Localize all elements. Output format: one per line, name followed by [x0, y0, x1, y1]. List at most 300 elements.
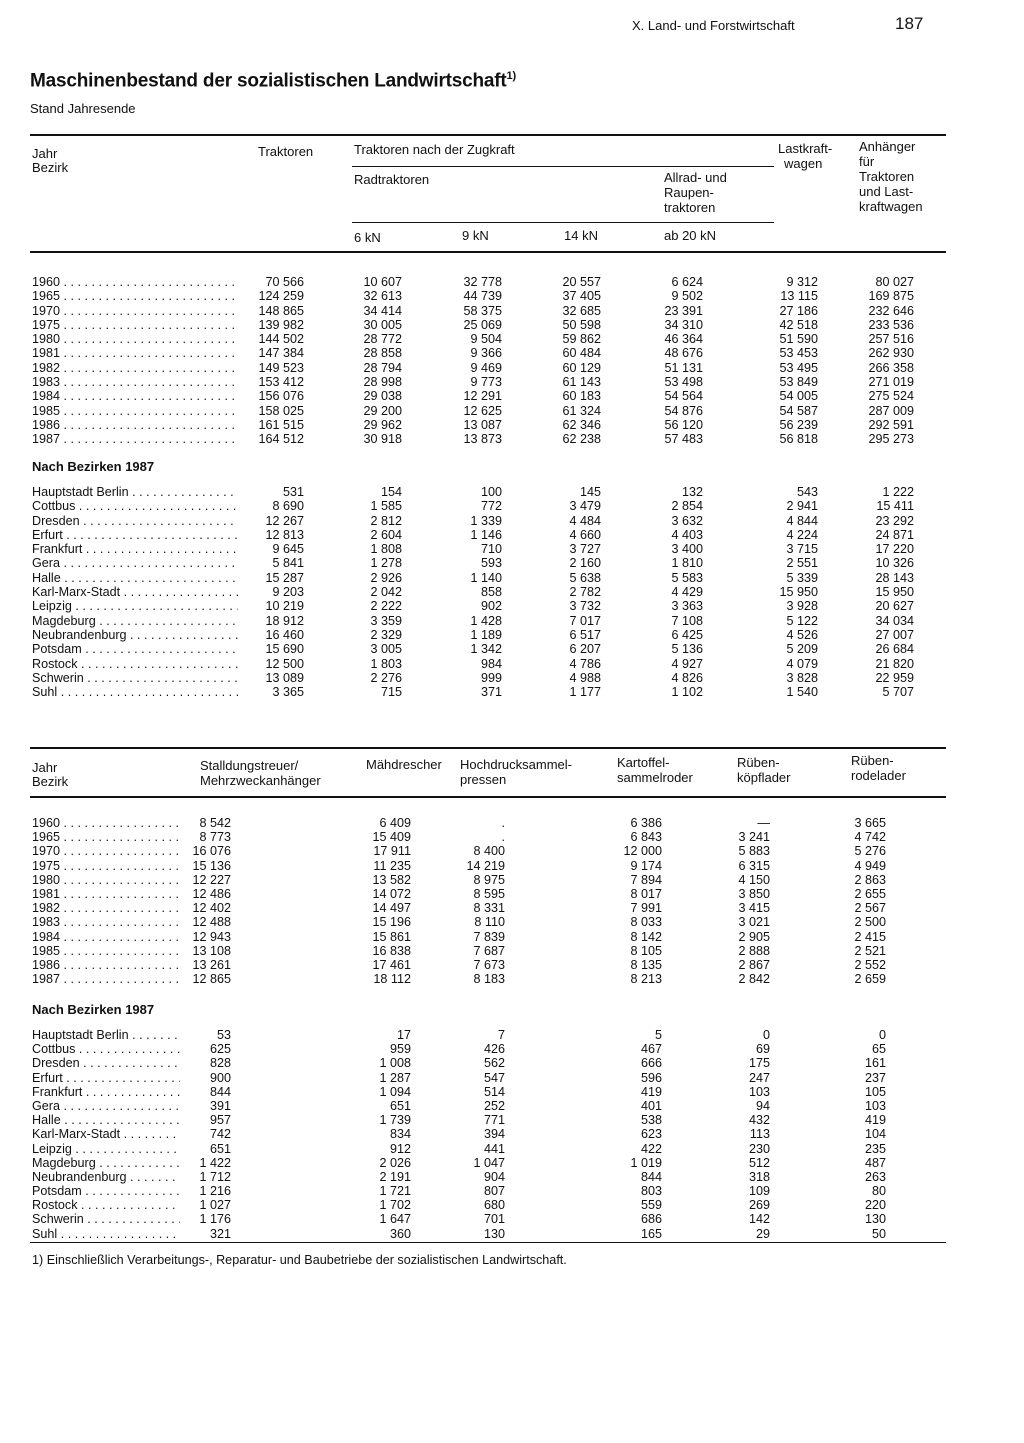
t1-head-anh1: Anhänger [859, 139, 916, 154]
t2-head-kart1: Kartoffel- [617, 755, 670, 770]
t1-bezirk-cell: 2 812 [370, 513, 402, 528]
t2-year-cell: 14 219 [466, 858, 505, 873]
table2-years [0, 816, 1024, 986]
t2-year-cell: 6 386 [630, 816, 662, 830]
t2-year-cell: 2 552 [854, 957, 886, 972]
t1-year-cell: 54 005 [779, 389, 818, 404]
t1-bezirk-row [0, 571, 1024, 585]
t1-year-cell: 139 982 [258, 317, 304, 332]
t1-year-row-label: 1985 . . . [32, 404, 238, 418]
t1-bezirk-cell: 4 429 [671, 585, 703, 600]
t2-bezirk-cell: 651 [209, 1141, 231, 1156]
t2-bezirk-cell: 1 422 [199, 1155, 231, 1170]
t1-bezirk-row [0, 657, 1024, 671]
t2-head-hoch1: Hochdrucksammel- [460, 757, 572, 772]
title-footnote-mark: 1) [506, 70, 516, 82]
t2-year-cell: 16 838 [372, 943, 411, 958]
t1-bezirk-cell: 5 841 [272, 556, 304, 571]
t1-year-cell: 10 607 [363, 275, 402, 289]
t1-bezirk-cell: 10 326 [875, 556, 914, 571]
t1-year-cell: 161 515 [258, 417, 304, 432]
t2-bezirk-row [0, 1071, 1024, 1085]
t2-bezirk-row-label: Gera . . . [32, 1099, 180, 1113]
t2-bezirk-cell: 252 [483, 1098, 505, 1113]
table1-years [0, 275, 1024, 447]
t1-year-cell: 59 862 [562, 332, 601, 347]
t1-bezirk-cell: 902 [480, 599, 502, 614]
t1-head-20kn: ab 20 kN [664, 228, 717, 243]
t1-year-cell: 56 818 [779, 432, 818, 447]
t1-year-cell: 70 566 [265, 275, 304, 289]
t2-year-cell: 7 991 [630, 901, 662, 916]
t1-year-cell: 60 484 [562, 346, 601, 361]
t1-bezirk-cell: 1 540 [786, 685, 818, 700]
t2-head-bezirk: Bezirk [32, 774, 69, 789]
t1-year-row [0, 389, 1024, 403]
t1-year-cell: 28 772 [363, 332, 402, 347]
t2-bezirk-row [0, 1170, 1024, 1184]
t2-head-rr1: Rüben- [851, 753, 894, 768]
t1-bezirk-row-label: Magdeburg . . . [32, 614, 238, 628]
t2-year-cell: 2 500 [854, 915, 886, 930]
t1-bezirk-cell: 858 [480, 585, 502, 600]
t1-year-cell: 164 512 [258, 432, 304, 447]
t1-bezirk-cell: 531 [282, 485, 304, 499]
t1-bezirk-cell: 4 079 [786, 656, 818, 671]
t2-year-row-label: 1986 . . . [32, 958, 180, 972]
t2-bezirk-cell: 1 721 [379, 1184, 411, 1199]
t1-year-cell: 46 364 [664, 332, 703, 347]
t1-year-cell: 275 524 [868, 389, 914, 404]
t2-bezirk-cell: 666 [640, 1056, 662, 1071]
t1-bezirk-cell: 1 278 [370, 556, 402, 571]
t1-year-cell: 29 038 [363, 389, 402, 404]
t1-year-cell: 257 516 [868, 332, 914, 347]
t2-bezirk-cell: 80 [871, 1184, 886, 1199]
t2-bezirk-cell: 235 [864, 1141, 886, 1156]
t1-year-cell: 51 590 [779, 332, 818, 347]
t1-bezirk-cell: 5 122 [786, 613, 818, 628]
t2-bezirk-cell: 512 [748, 1155, 770, 1170]
t2-bezirk-cell: 422 [640, 1141, 662, 1156]
t1-bezirk-row [0, 485, 1024, 499]
t1-bezirk-cell: 2 329 [370, 627, 402, 642]
t1-year-cell: 30 005 [363, 317, 402, 332]
t2-bezirk-row [0, 1227, 1024, 1241]
t1-bezirk-cell: 26 684 [875, 642, 914, 657]
t1-bezirk-cell: 12 500 [265, 656, 304, 671]
t2-year-row [0, 972, 1024, 986]
t1-bezirk-row [0, 514, 1024, 528]
t2-year-cell: 12 227 [192, 872, 231, 887]
t1-head-6kn: 6 kN [354, 230, 381, 245]
t1-bezirk-cell: 3 400 [671, 542, 703, 557]
t1-year-cell: 25 069 [463, 317, 502, 332]
t1-year-row [0, 361, 1024, 375]
t2-bezirk-row-label: Halle . . . [32, 1113, 180, 1127]
t2-year-cell: 12 000 [623, 844, 662, 859]
subtitle: Stand Jahresende [30, 101, 136, 116]
t1-year-cell: 148 865 [258, 303, 304, 318]
t2-year-cell: 2 655 [854, 886, 886, 901]
t1-bezirk-cell: 2 042 [370, 585, 402, 600]
t1-head-14kn: 14 kN [564, 228, 598, 243]
table1-bezirke [0, 485, 1024, 699]
t1-head-last1: Lastkraft- [778, 141, 833, 156]
t1-bezirk-cell: 710 [480, 542, 502, 557]
t1-bezirk-cell: 1 810 [671, 556, 703, 571]
t1-head-anh2: für [859, 154, 875, 169]
t1-bezirk-cell: 715 [380, 685, 402, 700]
t1-head-anh5: kraftwagen [859, 199, 923, 214]
t1-bezirk-cell: 27 007 [875, 627, 914, 642]
t2-bezirk-cell: 29 [755, 1226, 770, 1241]
t1-year-cell: 80 027 [875, 275, 914, 289]
t2-bezirk-cell: 230 [748, 1141, 770, 1156]
t2-year-row [0, 915, 1024, 929]
t1-bezirk-cell: 593 [480, 556, 502, 571]
t1-head-jahr: Jahr [32, 146, 58, 161]
t2-bezirk-cell: 623 [640, 1127, 662, 1142]
t1-bezirk-cell: 5 209 [786, 642, 818, 657]
t2-year-cell: 13 582 [372, 872, 411, 887]
t2-year-cell: 12 488 [192, 915, 231, 930]
t2-bezirk-row-label: Frankfurt . . . [32, 1085, 180, 1099]
t1-year-cell: 28 794 [363, 360, 402, 375]
t1-year-cell: 42 518 [779, 317, 818, 332]
t1-year-cell: 34 310 [664, 317, 703, 332]
t1-year-row-label: 1965 . . . [32, 289, 238, 303]
t2-bezirk-cell: 803 [640, 1184, 662, 1199]
t2-bezirk-cell: 1 739 [379, 1113, 411, 1128]
t2-bezirk-cell: 912 [389, 1141, 411, 1156]
t2-year-cell: 15 861 [372, 929, 411, 944]
t2-bezirk-row [0, 1099, 1024, 1113]
t2-year-cell: 3 021 [738, 915, 770, 930]
t1-bezirk-cell: 10 219 [265, 599, 304, 614]
t1-bezirk-cell: 5 707 [882, 685, 914, 700]
t2-year-cell: 8 542 [199, 816, 231, 830]
t1-year-cell: 61 324 [562, 403, 601, 418]
t2-year-cell: 3 415 [738, 901, 770, 916]
footnote: 1) Einschließlich Verarbeitungs-, Reparatur- und Baubetriebe der sozialistischen Landwirtschaft. [32, 1253, 567, 1267]
t1-zugkraft-rule [352, 166, 774, 167]
t1-year-cell: 13 115 [780, 289, 818, 304]
t2-year-cell: 8 183 [473, 972, 505, 987]
t2-bezirk-cell: 547 [483, 1070, 505, 1085]
t1-year-cell: 30 918 [363, 432, 402, 447]
t2-year-cell: 13 108 [192, 943, 231, 958]
t1-head-bezirk: Bezirk [32, 160, 69, 175]
t1-bezirk-cell: 18 912 [265, 613, 304, 628]
t2-year-cell: . [501, 816, 505, 830]
t2-year-cell: 7 839 [473, 929, 505, 944]
t2-bezirk-row [0, 1056, 1024, 1070]
t1-bezirk-cell: 15 950 [875, 585, 914, 600]
t2-bezirk-cell: 103 [748, 1084, 770, 1099]
t1-bezirk-cell: 12 267 [265, 513, 304, 528]
t1-bezirk-cell: 34 034 [875, 613, 914, 628]
t2-bezirk-row-label: Erfurt . . . [32, 1071, 180, 1085]
t1-year-cell: 9 504 [470, 332, 502, 347]
t1-year-cell: 62 238 [562, 432, 601, 447]
t2-bezirk-cell: 1 176 [199, 1212, 231, 1227]
t2-year-cell: 8 213 [630, 972, 662, 987]
t2-bezirk-cell: 269 [748, 1198, 770, 1213]
t2-bezirk-cell: 53 [216, 1028, 231, 1042]
t2-bezirk-cell: 394 [483, 1127, 505, 1142]
t2-bezirk-row-label: Potsdam . . . [32, 1184, 180, 1198]
t2-bezirk-row-label: Suhl . . . [32, 1227, 180, 1241]
t1-year-cell: 124 259 [258, 289, 304, 304]
t1-year-cell: 271 019 [868, 375, 914, 390]
t2-bezirk-cell: 596 [640, 1070, 662, 1085]
t1-head-radtraktoren: Radtraktoren [354, 172, 430, 187]
t1-bezirk-cell: 2 551 [786, 556, 818, 571]
t1-year-cell: 50 598 [562, 317, 601, 332]
t2-bezirk-cell: 742 [209, 1127, 231, 1142]
t2-year-row-label: 1981 . . . [32, 887, 180, 901]
t2-year-row [0, 901, 1024, 915]
t2-bezirk-row [0, 1028, 1024, 1042]
t2-bezirk-row [0, 1184, 1024, 1198]
t1-year-row [0, 432, 1024, 446]
t2-bezirk-cell: 360 [389, 1226, 411, 1241]
t1-bezirk-cell: 2 854 [671, 499, 703, 514]
t2-bezirk-cell: 105 [864, 1084, 886, 1099]
t1-year-row-label: 1960 . . . [32, 275, 238, 289]
t1-year-cell: 9 366 [470, 346, 502, 361]
t2-bezirk-cell: 103 [864, 1098, 886, 1113]
t2-bezirk-row [0, 1142, 1024, 1156]
t2-bezirk-cell: 1 047 [473, 1155, 505, 1170]
t2-bezirk-cell: 130 [864, 1212, 886, 1227]
t1-year-row-label: 1970 . . . [32, 304, 238, 318]
t1-bezirk-cell: 1 102 [671, 685, 703, 700]
t1-kn-rule [352, 222, 774, 223]
t2-bezirk-cell: 0 [878, 1028, 886, 1042]
t1-year-cell: 262 930 [868, 346, 914, 361]
t1-year-row-label: 1986 . . . [32, 418, 238, 432]
t1-year-cell: 54 587 [779, 403, 818, 418]
t2-bezirk-cell: 391 [209, 1098, 231, 1113]
t2-bezirk-cell: 142 [748, 1212, 770, 1227]
t1-bezirk-row-label: Potsdam . . . [32, 642, 238, 656]
t1-year-cell: 9 469 [470, 360, 502, 375]
t1-bezirk-cell: 2 941 [786, 499, 818, 514]
t2-bezirk-row-label: Neubrandenburg . . . [32, 1170, 180, 1184]
t2-head-stall1: Stalldungstreuer/ [200, 758, 299, 773]
t2-year-cell: 11 235 [373, 858, 411, 873]
t1-bezirk-row-label: Dresden . . . [32, 514, 238, 528]
t1-bezirk-cell: 371 [480, 685, 502, 700]
t1-year-cell: 156 076 [258, 389, 304, 404]
t2-bezirk-cell: 562 [483, 1056, 505, 1071]
t1-bezirk-cell: 3 715 [786, 542, 818, 557]
t1-year-cell: 53 498 [664, 375, 703, 390]
t1-bezirk-cell: 9 645 [272, 542, 304, 557]
t1-head-zugkraft: Traktoren nach der Zugkraft [354, 142, 515, 157]
t1-bezirk-cell: 22 959 [875, 670, 914, 685]
t2-bezirk-cell: 7 [497, 1028, 505, 1042]
t1-year-cell: 60 183 [562, 389, 601, 404]
t1-bezirk-cell: 15 950 [779, 585, 818, 600]
t1-bezirk-cell: 2 276 [370, 670, 402, 685]
t1-bezirk-cell: 8 690 [272, 499, 304, 514]
t2-year-row-label: 1985 . . . [32, 944, 180, 958]
t1-year-cell: 295 273 [868, 432, 914, 447]
t1-bezirk-cell: 15 690 [265, 642, 304, 657]
t2-year-row-label: 1975 . . . [32, 859, 180, 873]
t1-bezirk-cell: 4 927 [671, 656, 703, 671]
t1-year-cell: 29 200 [363, 403, 402, 418]
t1-year-cell: 13 087 [463, 417, 502, 432]
t2-bezirk-row [0, 1042, 1024, 1056]
t1-year-cell: 292 591 [868, 417, 914, 432]
t1-head-anh4: und Last- [859, 184, 914, 199]
t2-bezirk-row [0, 1212, 1024, 1226]
t1-bezirk-row [0, 671, 1024, 685]
t2-year-cell: 4 949 [854, 858, 886, 873]
t1-bezirk-cell: 1 177 [569, 685, 601, 700]
t1-bezirk-cell: 6 517 [569, 627, 601, 642]
t2-year-cell: 5 276 [854, 844, 886, 859]
t1-year-cell: 149 523 [258, 360, 304, 375]
t2-bezirk-cell: 828 [209, 1056, 231, 1071]
t2-year-cell: 6 843 [630, 830, 662, 845]
t2-bezirk-cell: 401 [640, 1098, 662, 1113]
t2-bezirk-cell: 559 [640, 1198, 662, 1213]
t2-year-cell: 9 174 [630, 858, 662, 873]
t2-bezirk-cell: 426 [483, 1042, 505, 1057]
t2-bezirk-cell: 247 [748, 1070, 770, 1085]
t2-bezirk-row [0, 1113, 1024, 1127]
t2-year-row-label: 1984 . . . [32, 930, 180, 944]
t2-bezirk-cell: 419 [640, 1084, 662, 1099]
t2-year-row [0, 930, 1024, 944]
t1-year-cell: 158 025 [258, 403, 304, 418]
t1-year-row-label: 1982 . . . [32, 361, 238, 375]
t1-bezirk-cell: 3 828 [786, 670, 818, 685]
t1-year-cell: 51 131 [664, 360, 703, 375]
t1-bezirk-cell: 1 342 [470, 642, 502, 657]
t2-bezirk-cell: 1 702 [379, 1198, 411, 1213]
title-text: Maschinenbestand der sozialistischen Landwirtschaft [30, 70, 507, 92]
t2-year-row [0, 944, 1024, 958]
t1-bezirk-row-label: Schwerin . . . [32, 671, 238, 685]
t2-year-row [0, 816, 1024, 830]
t1-bezirk-cell: 15 411 [876, 499, 914, 514]
t1-bezirk-cell: 1 808 [370, 542, 402, 557]
t1-bezirk-row [0, 542, 1024, 556]
t1-bezirk-row [0, 499, 1024, 513]
t1-bezirk-cell: 3 363 [671, 599, 703, 614]
t2-year-cell: 17 911 [373, 844, 411, 859]
t2-year-cell: 8 110 [474, 915, 505, 930]
t1-head-9kn: 9 kN [462, 228, 489, 243]
t2-year-cell: 8 400 [473, 844, 505, 859]
t2-bezirk-cell: 807 [483, 1184, 505, 1199]
t2-head-kart2: sammelroder [617, 770, 693, 785]
t2-bezirk-cell: 321 [209, 1226, 231, 1241]
t2-bezirk-cell: 1 647 [379, 1212, 411, 1227]
t1-year-cell: 48 676 [664, 346, 703, 361]
t2-year-cell: 6 315 [738, 858, 770, 873]
table2-bottom-rule [30, 1242, 946, 1243]
table2-bezirke [0, 1028, 1024, 1241]
t2-year-cell: 2 863 [854, 872, 886, 887]
t1-year-row [0, 289, 1024, 303]
t2-year-row-label: 1980 . . . [32, 873, 180, 887]
t1-bezirk-cell: 5 136 [671, 642, 703, 657]
t1-year-row-label: 1983 . . . [32, 375, 238, 389]
t1-year-cell: 6 624 [671, 275, 703, 289]
t1-bezirk-cell: 3 359 [370, 613, 402, 628]
t2-bezirk-cell: 441 [483, 1141, 505, 1156]
t1-bezirk-cell: 1 146 [470, 527, 502, 542]
t1-year-cell: 27 186 [779, 303, 818, 318]
t2-year-cell: 12 943 [192, 929, 231, 944]
t1-year-row [0, 346, 1024, 360]
t2-year-cell: 17 461 [372, 957, 411, 972]
t1-bezirk-cell: 1 803 [370, 656, 402, 671]
t2-head-maeh: Mähdrescher [366, 757, 442, 772]
t1-bezirk-cell: 17 220 [875, 542, 914, 557]
t1-year-row-label: 1975 . . . [32, 318, 238, 332]
t1-year-cell: 153 412 [258, 375, 304, 390]
t1-bezirk-row [0, 642, 1024, 656]
t1-bezirk-row-label: Frankfurt . . . [32, 542, 238, 556]
t1-year-cell: 12 291 [463, 389, 502, 404]
t2-year-cell: 8 017 [630, 886, 662, 901]
t1-year-row [0, 375, 1024, 389]
t2-bezirk-cell: 2 026 [379, 1155, 411, 1170]
t2-year-cell: 7 894 [630, 872, 662, 887]
t2-bezirk-cell: 0 [762, 1028, 770, 1042]
t1-bezirk-row-label: Halle . . . [32, 571, 238, 585]
t1-year-cell: 53 453 [779, 346, 818, 361]
t1-bezirk-cell: 23 292 [875, 513, 914, 528]
t2-year-cell: 2 888 [738, 943, 770, 958]
t2-year-cell: 2 659 [854, 972, 886, 987]
t1-bezirk-cell: 154 [380, 485, 402, 499]
t2-year-cell: 8 142 [630, 929, 662, 944]
t1-bezirk-cell: 100 [480, 485, 502, 499]
t2-bezirk-cell: 701 [483, 1212, 505, 1227]
t1-year-cell: 37 405 [562, 289, 601, 304]
t2-bezirk-cell: 104 [864, 1127, 886, 1142]
t1-year-row-label: 1987 . . . [32, 432, 238, 446]
page-number: 187 [895, 14, 924, 33]
t2-bezirk-cell: 65 [871, 1042, 886, 1057]
t1-year-cell: 13 873 [463, 432, 502, 447]
t2-bezirk-cell: 957 [209, 1113, 231, 1128]
t2-bezirk-cell: 263 [864, 1169, 886, 1184]
t1-bezirk-cell: 3 632 [671, 513, 703, 528]
t1-bezirk-cell: 1 222 [882, 485, 914, 499]
t2-bezirk-cell: 17 [396, 1028, 411, 1042]
t1-bezirk-cell: 12 813 [265, 527, 304, 542]
t2-year-cell: 2 842 [738, 972, 770, 987]
t2-head-rk1: Rüben- [737, 755, 780, 770]
t2-bezirk-cell: 419 [864, 1113, 886, 1128]
t1-year-cell: 28 998 [363, 375, 402, 390]
t2-bezirk-cell: 651 [389, 1098, 411, 1113]
t1-bezirk-cell: 3 005 [370, 642, 402, 657]
t2-bezirk-row [0, 1085, 1024, 1099]
t2-year-cell: 5 883 [738, 844, 770, 859]
t2-bezirk-cell: 1 027 [199, 1198, 231, 1213]
